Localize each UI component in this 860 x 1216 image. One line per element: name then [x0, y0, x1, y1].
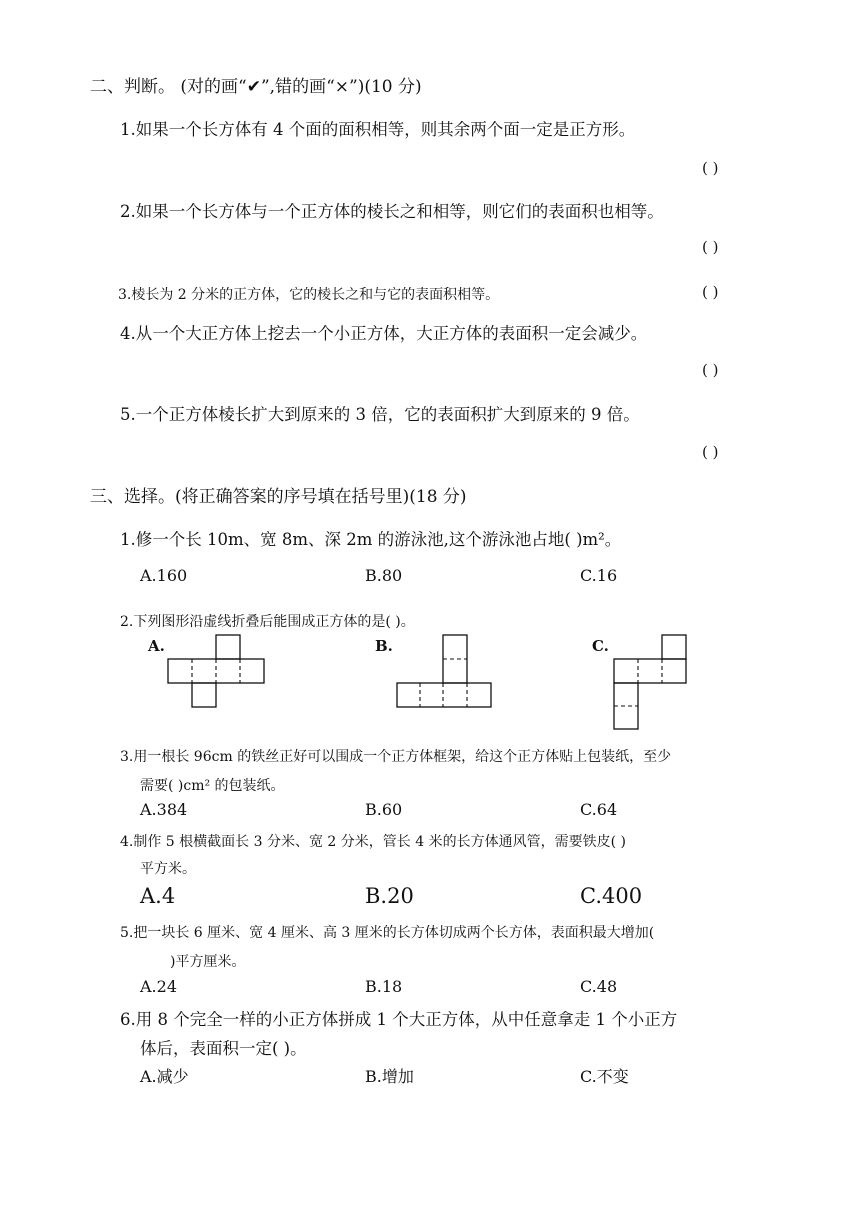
net-a-figure[interactable] [168, 635, 264, 707]
choice-q5-line1: 5.把一块长 6 厘米、宽 4 厘米、高 3 厘米的长方体切成两个长方体，表面积最大增加( [120, 925, 655, 941]
judge-answer-2[interactable]: ( ) [702, 238, 719, 256]
choice-q2: 2.下列图形沿虚线折叠后能围成正方体的是( )。 [120, 614, 415, 630]
q5-option-c[interactable]: C.48 [580, 977, 618, 996]
q3-option-a[interactable]: A.384 [140, 800, 188, 819]
net-c-face [662, 635, 686, 659]
judge-item-5: 5.一个正方体棱长扩大到原来的 3 倍，它的表面积扩大到原来的 9 倍。 [120, 405, 640, 424]
q5-option-b[interactable]: B.18 [365, 977, 403, 996]
net-a-label: A. [148, 637, 165, 655]
section2-title: 二、判断。 (对的画“✔”,错的画“×”)(10 分) [90, 77, 422, 97]
judge-answer-3[interactable]: ( ) [702, 283, 719, 301]
judge-item-2: 2.如果一个长方体与一个正方体的棱长之和相等，则它们的表面积也相等。 [120, 202, 664, 221]
q4-option-a[interactable]: A.4 [140, 884, 176, 908]
net-c-figure[interactable] [614, 635, 686, 731]
choice-q6-line1: 6.用 8 个完全一样的小正方体拼成 1 个大正方体，从中任意拿走 1 个小正方 [120, 1010, 678, 1029]
q1-option-a[interactable]: A.160 [140, 566, 188, 585]
net-c-label: C. [592, 637, 609, 655]
net-a-face [216, 635, 240, 659]
q6-option-c[interactable]: C.不变 [580, 1067, 629, 1086]
judge-item-4: 4.从一个大正方体上挖去一个小正方体，大正方体的表面积一定会减少。 [120, 324, 648, 343]
judge-item-1: 1.如果一个长方体有 4 个面的面积相等，则其余两个面一定是正方形。 [120, 120, 636, 139]
judge-answer-5[interactable]: ( ) [702, 443, 719, 461]
net-c-face [614, 659, 686, 683]
choice-q4-line2: 平方米。 [140, 861, 196, 877]
net-b-figure[interactable] [397, 635, 493, 707]
choice-q6-line2: 体后，表面积一定( )。 [140, 1039, 307, 1058]
q6-option-a[interactable]: A.减少 [140, 1067, 189, 1086]
q4-option-c[interactable]: C.400 [580, 884, 643, 908]
q1-option-b[interactable]: B.80 [365, 566, 403, 585]
choice-q5-line2: )平方厘米。 [170, 954, 246, 970]
q5-option-a[interactable]: A.24 [140, 977, 177, 996]
q4-option-b[interactable]: B.20 [365, 884, 414, 908]
net-b-face [397, 683, 491, 707]
q1-option-c[interactable]: C.16 [580, 566, 618, 585]
choice-q1: 1.修一个长 10m、宽 8m、深 2m 的游泳池,这个游泳池占地( )m²。 [120, 530, 622, 549]
q3-option-b[interactable]: B.60 [365, 800, 403, 819]
section3-title: 三、选择。(将正确答案的序号填在括号里)(18 分) [90, 487, 467, 507]
choice-q3-line2: 需要( )cm² 的包装纸。 [140, 778, 285, 794]
choice-q4-line1: 4.制作 5 根横截面长 3 分米、宽 2 分米，管长 4 米的长方体通风管，需要铁皮( ) [120, 834, 626, 850]
q3-option-c[interactable]: C.64 [580, 800, 618, 819]
judge-answer-4[interactable]: ( ) [702, 361, 719, 379]
choice-q3-line1: 3.用一根长 96cm 的铁丝正好可以围成一个正方体框架，给这个正方体贴上包装纸，至少 [120, 749, 672, 765]
net-b-label: B. [375, 637, 393, 655]
net-a-face [192, 683, 216, 707]
judge-answer-1[interactable]: ( ) [702, 159, 719, 177]
q6-option-b[interactable]: B.增加 [365, 1067, 414, 1086]
judge-item-3: 3.棱长为 2 分米的正方体，它的棱长之和与它的表面积相等。 [118, 287, 500, 303]
